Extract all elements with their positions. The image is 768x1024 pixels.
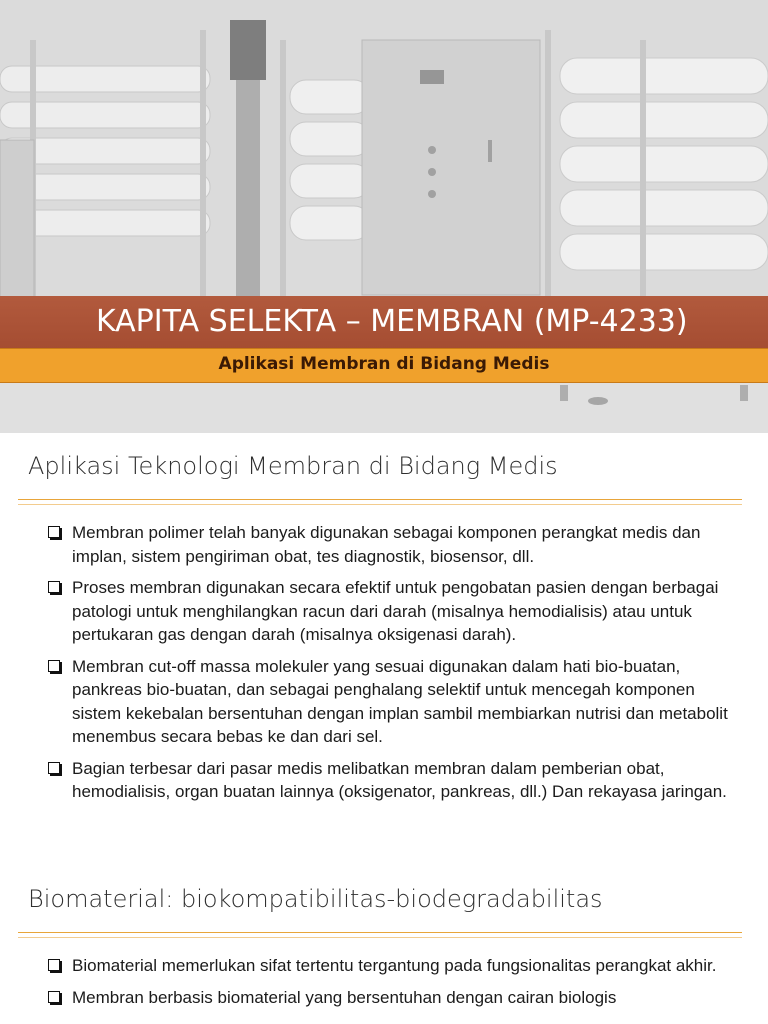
bullet-text: Membran berbasis biomaterial yang bersentuhan dengan cairan biologis (72, 987, 617, 1007)
list-item (48, 757, 738, 804)
list-item (48, 576, 738, 647)
list-item (48, 655, 738, 749)
bullet-text: Membran cut-off massa molekuler yang sesuai digunakan dalam hati bio-buatan, pankreas bio-buatan, dan sebagai penghalang selektif untuk mencegah komponen sistem kekebalan bersentuhan dengan implan sambil membiarkan nutrisi dan metabolit menembus secara bebas ke dan dari sel. (72, 656, 728, 746)
bullet-text: Bagian terbesar dari pasar medis melibatkan membran dalam pemberian obat, hemodialisis, organ buatan lainnya (oksigenator, pankreas, dll.) Dan rekayasa jaringan. (72, 758, 727, 801)
checkbox-bullet-icon (48, 660, 60, 672)
heading-divider-secondary (18, 504, 742, 505)
bullet-text: Biomaterial memerlukan sifat tertentu tergantung pada fungsionalitas perangkat akhir. (72, 956, 717, 975)
list-item (48, 521, 738, 568)
bullet-text: Proses membran digunakan secara efektif untuk pengobatan pasien dengan berbagai patologi untuk menghilangkan racun dari darah (misalnya hemodialisis) atau untuk pertukaran gas dengan darah (misalnya oksigenasi darah). (72, 578, 719, 644)
list-item (48, 986, 738, 1010)
section-heading-applications: Aplikasi Teknologi Membran di Bidang Medis (28, 452, 558, 480)
checkbox-bullet-icon (48, 991, 60, 1003)
checkbox-bullet-icon (48, 959, 60, 971)
heading-divider-secondary (18, 937, 742, 938)
applications-bullet-list (48, 521, 738, 812)
section-heading-biomaterial: Biomaterial: biokompatibilitas-biodegradabilitas (28, 885, 603, 913)
list-item (48, 954, 738, 978)
biomaterial-bullet-list (48, 954, 738, 1017)
heading-divider (18, 932, 742, 933)
slide-title: KAPITA SELEKTA – MEMBRAN (MP-4233) (96, 304, 688, 339)
heading-divider (18, 499, 742, 500)
checkbox-bullet-icon (48, 581, 60, 593)
bullet-text: Membran polimer telah banyak digunakan sebagai komponen perangkat medis dan implan, sistem pengiriman obat, tes diagnostik, biosensor, dll. (72, 523, 701, 566)
checkbox-bullet-icon (48, 526, 60, 538)
slide-subtitle: Aplikasi Membran di Bidang Medis (218, 354, 550, 374)
checkbox-bullet-icon (48, 762, 60, 774)
